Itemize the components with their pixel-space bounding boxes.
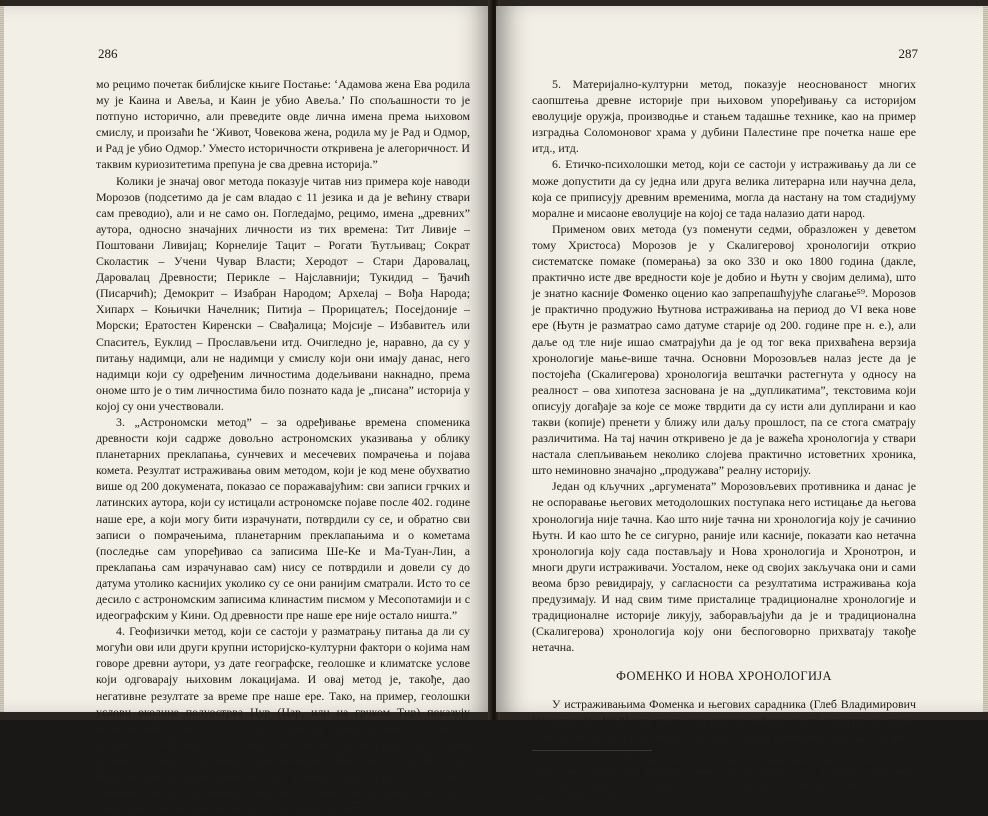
page-number-right: 287 (898, 46, 918, 61)
right-page (496, 6, 984, 804)
left-page (4, 6, 492, 816)
section-heading: ФОМЕНКО И НОВА ХРОНОЛОГИЈА (616, 669, 832, 684)
left-page-text (96, 76, 470, 816)
right-page-text (532, 76, 916, 805)
page-number-left: 286 (98, 46, 118, 61)
paragraph: 3. „Астрономски метод” – за одређивање времена споменика древности који садрже довољно астрономских указивања у облику планетарних преклапања, сунчевих и месечевих помрачења и појава комета. Резултат истраживања овим методом, који је код мене обухватио више од 200 докумената, показао се поражавајућим: сви записи грчких и латинских аутора, који су истицали астрономске појаве после 402. године наше ере, а који могу бити израчунати, потврдили су се, и обратно сви записи о помрачењима, планетарним преклапањима и о кометама (последње сам упоређивао са записима Ше-Ке и Ма-Туан-Лин, а преклапања сам израчунавао сам) нису се потврдили и довели су до датума утолико каснијих уколико су се они ранијим сматрали. Исто то се десило с астрономским записима клинастим писмом у Месопотамији и с идеографским у Кини. Од древности пре наше ере није остало ништа.” (96, 414, 470, 623)
paragraph: Један од кључних „аргумената” Морозовљевих противника и данас је не оспоравање његових методолошких поступака него истицање да његова хронологија није тачна. Као што није тачна ни хронологија коју је сачинио Њутн. И као што ће се сигурно, раније или касније, показати као нетачна хронологија коју сада постављају и Нова хронологија и Хронотрон, и многи други истраживачи. Уосталом, неке од својих закључака они и сами веома брзо ревидирају, у сагласности са резултатима истраживања која предузимају. И над свим тиме присталице традиционалне хронологије и традиционалне историје ликују, заборављајући да је и традиционална (Скалигерова) хронологија коју они беспоговорно прихватају такође нетачна. (532, 479, 916, 655)
paragraph: 5. Материјално-културни метод, показује неосновaност многих саопштења древне историје при њиховом упоређивању са историјом еволуције оружја, производње и стањем тадашње технике, као на пример изградња Соломоновог храма у дубини Палестине пре почетка наше ере итд., итд. (532, 77, 916, 156)
paragraph: Применом ових метода (уз поменути седми, образложен у деветом тому Христоса) Морозов је у Скалигеровој хронологији открио систематске помаке (померања) за око 330 и око 1800 година (дакле, практично исте две вредности које је добио и Њутн у својим делима), што је знатно касније Фоменко оценио као запрепашћујуће слагање⁵⁹. Морозов је практично продужио Њутнова истраживања на период до VI века нове ере (Њутн је разматрао само датуме старије од 200. године пре н. е.), али даље од тле није ишао сматрајући да је од тог века прихваћена верзија хронологије мање-више тачна. Основни Морозовљев налаз јесте да је постојећа (Скалигерова) хронологија вештачки растегнута у односу на реалност – ова хипотеза заснована је на „дупликатима”, текстовима који описују догађаје за које се може тврдити да су исти али дуплирани и као такви (копије) пренети у ближу или даљу прошлост, па се стога сматрају различитима. На тај начин откривено је да је важећа хронологија у ствари настала слепљивањем неколико слојева практично истоветних хроника, што неминовно значајно „продужава” реалну историју. (532, 221, 916, 478)
paragraph: мо рецимо почетак библијске књиге Постање: ‘Адамова жена Ева родила му је Каина и Авеља, и Каин је убио Авеља.’ По спољашности то је потпуно историчнo, али преведите овде лична имена према њиховом смислу, и произаћи ће ‘Живот, Човекова жена, родила му је Рад и Одмор, и Рад је убио Одмор.’ Уместо историчности откривена је алегоричност. И таквим куриозитетима препуна је сва древна историја.” (96, 77, 470, 172)
footnote (532, 755, 916, 805)
paragraph: У истраживањима Фоменка и његових сарадника (Глеб Владимирович Носовски [р. 1958], пре свега, као коаутор већине књига издатих од стране Нове хронологије) откривена су и друга оваква померања, тако да се изре- (532, 697, 916, 744)
page-edge-right (983, 6, 988, 712)
paragraph: Колики је значај овог метода показује читав низ примера које наводи Морозов (подсетимо да је сам владао с 11 језика и да је већину ствари сам преводио), али и не само он. Погледајмо, рецимо, имена „древних” аутора, односно значајних личности из тих времена: Тит Ливије – Поштовани Ливијац; Корнелије Тацит – Рогати Ћутљивац; Сократ Сколастик – Учени Чувар Власти; Херодот – Стари Даровалац, Даровалац Древности; Перикле – Најславнији; Тукидид – Ђачић (Писарчић); Демокрит – Изабран Народом; Архелај – Вођа Народа; Хипарх – Коњички Начелник; Питија – Прорицатељ; Посејдоније – Морски; Ератостен Киренски – Свађалица; Мојсије – Избавитељ или Спаситељ, Еуклид – Прослављени итд. Очигледно је, наравно, да су у питању надимци, али не надимци у смислу који они имају данас, него надимци који су одређеним личностима додељивани накнадно, према ономе што је о тим личностима било познато када је „писана” историја у којој су они учествовали. (96, 173, 470, 413)
footnote-text: 59 А. Т. Фоменко, Методы статистического анализа нарративных текстов и приложения к хронологии, Москва 1990. (Цитирано према српском преводу: А. Т. Фоменко, Математички поглед на историју – Статистичка хронологија, Математички институт САНУ и ДОСИЈЕ, Београд 1997, стр. 19). (532, 755, 916, 804)
paragraph: 6. Етичко-психолошки метод, који се састоји у истраживању да ли се може допустити да су једна или друга велика литерарна или научна дела, која се приписују древним временима, могла да настану на том стадијуму моралне и мисаоне еволуције на којој се тада налазио дати народ. (532, 157, 916, 220)
footnote-rule (532, 750, 652, 751)
paragraph: 4. Геофизички метод, који се састоји у разматрању питања да ли су могући ови или други крупни историјско-културни фактори о којима нам говоре древни аутори, уз дате географске, геолошке и климатске услове који одговарају њиховим локацијама. И овај метод је, такође, дао негативне резултате за време пре наше ере. Тако, на пример, геолошки услови околине полуострва Цур (Цар, или на грчком Тир) показују физичку немогућност да се ту, па и на целој Сиријској обали, од Јафе до Анадолије, образује било какво заклоњено од ветрова или уопште подобно за морску пловидбу пристаниште. Значи да ту није могао да буде ни центар мореплловства, него једино у Цариграду. Исто тако и планина Синај, која никада није била вулкан, не одговара као место Мојсијевог законодавства на гори која „дише огњем”. (96, 624, 470, 816)
